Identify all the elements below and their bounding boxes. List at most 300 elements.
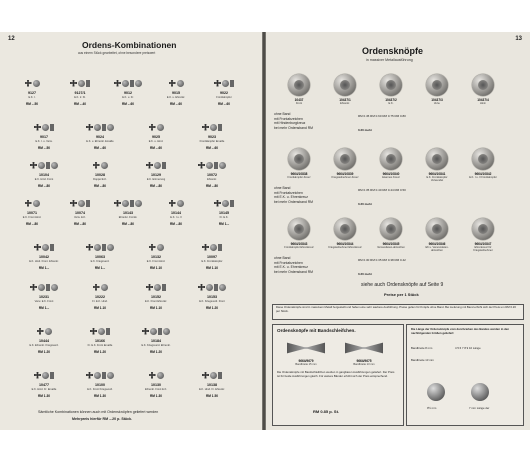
- medal-combination: [134, 158, 178, 192]
- box3-cap2: 7 mm Länge der: [469, 406, 490, 410]
- medal-description: Frontkämpfer Emaille: [199, 140, 225, 143]
- left-footer-line1: Sämtliche Kombinationen können auch mit Ordensknöpfen geliefert werden: [38, 410, 159, 414]
- medal-description: Fr. E.K.: [219, 216, 229, 219]
- medal-number: 10166: [95, 339, 105, 343]
- box2-item2-num: 9664/9675: [356, 359, 372, 363]
- medal-disc-icon: [78, 200, 85, 207]
- order-button-icon: [472, 148, 494, 170]
- medal-disc-icon: [150, 328, 157, 335]
- button-description: Ehrenkr.: [340, 102, 350, 105]
- medal-description: E.K. Kriegsverd.: [90, 260, 110, 263]
- box3-title: Die Länge der Ordensknöpfe vom durchziehen des Bandes werden in den nachfolgenden Größen geliefert:: [411, 327, 510, 335]
- medal-description: E.K. Front Hind.: [146, 260, 166, 263]
- medal-number: 10144: [171, 211, 181, 215]
- medal-disc-icon: [157, 124, 164, 131]
- ribbon-icon: [46, 162, 50, 169]
- button-number: 10437/2: [385, 98, 397, 102]
- medal-disc-icon: [51, 162, 58, 169]
- iron-cross-icon: [34, 244, 41, 251]
- medal-price: RM –.40: [73, 102, 87, 106]
- length-box: [406, 324, 524, 426]
- medal-description: E.K. Kriegsverd. Front: [199, 300, 225, 303]
- medal-price: RM 1.30: [149, 394, 163, 398]
- medal-icon: [18, 76, 46, 90]
- medal-disc-icon: [38, 162, 45, 169]
- medal-icon: [210, 196, 238, 210]
- order-button-icon: [380, 74, 402, 96]
- medal-description: E.K. I u. II: [170, 216, 182, 219]
- right-page: [266, 32, 530, 430]
- box2-item1-desc: Bandbreite 15 mm: [295, 363, 317, 366]
- medal-disc-icon: [98, 328, 105, 335]
- iron-cross-icon: [214, 200, 221, 207]
- medal-disc-icon: [33, 80, 40, 87]
- medal-combination: [190, 280, 234, 314]
- medal-combination: [78, 368, 122, 402]
- iron-cross-icon: [169, 80, 176, 87]
- button-emblem-icon: [478, 80, 488, 90]
- row-extra-price: 0.20 mehr: [358, 128, 373, 132]
- medal-description: Verw. E.K.: [74, 216, 86, 219]
- iron-cross-icon: [198, 162, 205, 169]
- iron-cross-icon: [70, 200, 77, 207]
- iron-cross-icon: [30, 284, 37, 291]
- right-subtitle: in massiver Metallausführung: [366, 58, 413, 62]
- medal-description: E.K. I. u. Verw.: [35, 140, 53, 143]
- medal-disc-icon: [107, 372, 114, 379]
- medal-number: 10222: [95, 295, 105, 299]
- medal-description: E.K. Front Ehrenkr.: [144, 300, 168, 303]
- iron-cross-icon: [114, 80, 121, 87]
- medal-number: 10444: [39, 339, 49, 343]
- button-number: 9664/10844: [336, 242, 354, 246]
- medal-disc-icon: [38, 284, 45, 291]
- medal-price: RM 1.10: [149, 266, 163, 270]
- medal-icon: [142, 368, 170, 382]
- medal-disc-icon: [122, 200, 129, 207]
- iron-cross-icon: [149, 244, 156, 251]
- medal-price: RM 1.10: [149, 306, 163, 310]
- medal-description: E.K. Erinnerung: [146, 178, 166, 181]
- medal-price: RM –.50: [37, 146, 51, 150]
- medal-description: E.K. 2. Kl.: [74, 96, 86, 99]
- button-emblem-icon: [294, 80, 304, 90]
- button-number: 9664/10840: [382, 172, 400, 176]
- medal-combination: [134, 120, 178, 154]
- medal-combination: [190, 158, 234, 192]
- button-emblem-icon: [340, 154, 350, 164]
- order-button-icon: [288, 218, 310, 240]
- medal-combination: [190, 120, 234, 154]
- medal-disc-icon: [101, 162, 108, 169]
- ribbon-icon: [230, 200, 234, 207]
- iron-cross-icon: [198, 284, 205, 291]
- medal-icon: [142, 324, 170, 338]
- iron-cross-icon: [114, 200, 121, 207]
- medal-combination: [58, 196, 102, 230]
- button-emblem-icon: [478, 154, 488, 164]
- left-subtitle: aus einem Stück gearbeitet, ohne besondere preiswert: [78, 51, 156, 55]
- order-button-icon: [288, 74, 310, 96]
- iron-cross-icon: [25, 200, 32, 207]
- ribbon-icon: [230, 80, 234, 87]
- ribbon-icon: [130, 200, 134, 207]
- medal-icon: [30, 280, 58, 294]
- medal-combination: [134, 280, 178, 314]
- medal-price: RM –.80: [73, 222, 87, 226]
- medal-icon: [162, 76, 190, 90]
- row-prices: RM 0.30 RM 0.35 RM 0.38 RM 0.42: [358, 258, 406, 262]
- box2-title: Ordensknöpfe mit Bandschleifchen.: [277, 328, 356, 333]
- order-button-icon: [472, 74, 494, 96]
- medal-price: RM 1.–: [94, 266, 106, 270]
- row-extra-price: 0.20 mehr: [358, 272, 373, 276]
- row-prices: RM 0.35 RM 0.40 RM 0.44 RM 0.50: [358, 188, 406, 192]
- button-description: E.K. Frontkämpfer Verwundet: [426, 176, 448, 182]
- medal-disc-icon: [42, 244, 49, 251]
- medal-combination: [190, 240, 234, 274]
- iron-cross-icon: [25, 80, 32, 87]
- iron-cross-icon: [86, 372, 93, 379]
- medal-combination: [190, 368, 234, 402]
- medal-combination: [10, 196, 54, 230]
- order-button-icon: [426, 218, 448, 240]
- ribbon-icon: [46, 284, 50, 291]
- medal-description: Verw. E.K. Front: [34, 300, 54, 303]
- medal-disc-icon: [42, 124, 49, 131]
- medal-price: RM 1.20: [149, 350, 163, 354]
- medal-number: 10129: [151, 173, 161, 177]
- order-button-icon: [334, 74, 356, 96]
- ribbon-icon: [162, 162, 166, 169]
- button-number: 9664/10838: [290, 172, 308, 176]
- medal-number: 10184: [151, 339, 161, 343]
- medal-disc-icon: [107, 124, 114, 131]
- iron-cross-icon: [86, 124, 93, 131]
- medal-description: Fr. E.K. Hind.: [92, 300, 108, 303]
- box2-item2-desc: Bandbreite 13 mm: [353, 363, 375, 366]
- medal-number: 10231: [39, 295, 49, 299]
- medal-combination: [154, 196, 198, 230]
- medal-combination: [22, 120, 66, 154]
- medal-price: RM –.80: [37, 184, 51, 188]
- medal-disc-icon: [219, 284, 226, 291]
- row-extra-price: 0.20 mehr: [358, 202, 373, 206]
- medal-disc-icon: [33, 200, 40, 207]
- medal-description: E.K. u. Ehrenkr. Emaille: [86, 140, 114, 143]
- ribbon-button-2: [345, 339, 383, 357]
- ribbon-icon: [86, 80, 90, 87]
- button-number: 9664/10839: [336, 172, 354, 176]
- medal-icon: [30, 324, 58, 338]
- button-emblem-icon: [478, 224, 488, 234]
- medal-description: E.K. Front Kriegsverd.: [87, 388, 113, 391]
- iron-cross-icon: [146, 162, 153, 169]
- box2-price: RM 0.85 p. St.: [313, 409, 340, 414]
- medal-disc-icon: [154, 284, 161, 291]
- medal-description: Doppel E.K.: [93, 178, 107, 181]
- ribbon-icon: [214, 162, 218, 169]
- button-number: 9664/10845: [382, 242, 400, 246]
- medal-number: 10145: [219, 211, 229, 215]
- medal-disc-icon: [157, 372, 164, 379]
- medal-icon: [198, 120, 226, 134]
- ribbon-icon: [50, 244, 54, 251]
- medal-price: RM 1.–: [218, 222, 230, 226]
- button-emblem-icon: [432, 154, 442, 164]
- row-prices: RM 0.45 RM 0.60 RM 0.75 RM 0.80: [358, 114, 406, 118]
- ribbon-icon: [218, 372, 222, 379]
- medal-number: 10074: [75, 211, 85, 215]
- medal-icon: [86, 280, 114, 294]
- button-emblem-icon: [386, 154, 396, 164]
- medal-combination: [202, 196, 246, 230]
- medal-disc-icon: [219, 162, 226, 169]
- medal-price: RM –.60: [169, 102, 183, 106]
- medal-description: E.K. Hind. Front. Ehrenkr.: [29, 260, 59, 263]
- medal-icon: [142, 158, 170, 172]
- iron-cross-icon: [146, 284, 153, 291]
- medal-combination: [22, 368, 66, 402]
- order-button-icon: [288, 148, 310, 170]
- medal-disc-icon: [210, 124, 217, 131]
- left-page-number: 12: [8, 36, 15, 42]
- medal-price: RM –.80: [93, 184, 107, 188]
- medal-number: 10028: [95, 173, 105, 177]
- medal-number: 10104: [39, 173, 49, 177]
- medal-number: 9025: [152, 135, 160, 139]
- ribbon-icon: [130, 80, 134, 87]
- button-description: Kriegsteilnehmer-Kreuz: [331, 176, 359, 179]
- button-emblem-icon: [294, 224, 304, 234]
- button-number: 9664/10847: [474, 242, 492, 246]
- medal-disc-icon: [210, 244, 217, 251]
- button-number: 9664/10846: [428, 242, 446, 246]
- order-button-icon: [380, 148, 402, 170]
- medal-disc-icon: [135, 80, 142, 87]
- button-number: 10437: [294, 98, 304, 102]
- medal-number: 9015: [172, 91, 180, 95]
- medal-price: RM 1.20: [37, 350, 51, 354]
- box3-line2: Bandbreite 13 mm: [411, 358, 434, 362]
- button-description: E.K. I u. II Frontkämpfer: [469, 176, 497, 179]
- row-price-label: ohne Band mit Frontabzeichen mit E.K. u. Ehrenkreuz bei mehr Ordensband RM: [274, 256, 314, 274]
- medal-combination: [106, 76, 150, 110]
- medal-disc-icon: [94, 372, 101, 379]
- iron-cross-icon: [149, 124, 156, 131]
- medal-disc-icon: [101, 284, 108, 291]
- medal-price: RM 1.30: [93, 394, 107, 398]
- medal-combination: [78, 280, 122, 314]
- medal-description: E.K. Kriegsverd. Ehrenkr.: [141, 344, 171, 347]
- iron-cross-icon: [202, 244, 209, 251]
- left-page: [0, 32, 262, 430]
- button-number: 9664/10841: [428, 172, 446, 176]
- medal-icon: [142, 280, 170, 294]
- ribbon-icon: [162, 284, 166, 291]
- medal-description: E.K. Front Hind.: [22, 216, 42, 219]
- order-button-icon: [472, 218, 494, 240]
- button-description: Hind.: [479, 102, 487, 105]
- medal-icon: [66, 76, 94, 90]
- medal-icon: [198, 158, 226, 172]
- bandschleifchen-box: [272, 324, 404, 426]
- order-button-icon: [334, 148, 356, 170]
- medal-icon: [198, 368, 226, 382]
- medal-combination: [202, 76, 246, 110]
- medal-icon: [30, 158, 58, 172]
- box3-sizes: 4 5 6 7 8 9 10 Länge: [455, 346, 481, 350]
- medal-combination: [10, 76, 54, 110]
- medal-number: 10130: [151, 383, 161, 387]
- medal-price: RM –.50: [25, 102, 39, 106]
- button-description: Ehrenkreuz für Kriegsteilnehmer: [473, 246, 493, 252]
- right-title: Ordensknöpfe: [362, 46, 424, 56]
- medal-price: RM –.80: [205, 184, 219, 188]
- order-button-icon: [426, 74, 448, 96]
- medal-price: RM 1.10: [93, 306, 107, 310]
- medal-description: Ehrenkr.: [207, 178, 217, 181]
- medal-disc-icon: [206, 162, 213, 169]
- ribbon-icon: [102, 124, 106, 131]
- medal-disc-icon: [135, 200, 142, 207]
- medal-icon: [30, 120, 58, 134]
- button-description: Frontkämpfer-Kreuz: [287, 176, 311, 179]
- medal-combination: [134, 240, 178, 274]
- medal-number: 10071: [27, 211, 37, 215]
- length-button-2: [471, 383, 489, 401]
- button-description: EK u. Verwundeten-abzeichen: [425, 246, 449, 252]
- medal-number: 10072: [207, 173, 217, 177]
- medal-disc-icon: [222, 80, 229, 87]
- medal-icon: [86, 324, 114, 338]
- medal-icon: [86, 120, 114, 134]
- medal-icon: [142, 120, 170, 134]
- medal-number: 10097: [207, 255, 217, 259]
- ribbon-icon: [106, 328, 110, 335]
- medal-icon: [114, 196, 142, 210]
- medal-icon: [30, 240, 58, 254]
- button-description: Eisernes Kreuz: [382, 176, 400, 179]
- button-description: E.K.: [388, 102, 394, 105]
- medal-disc-icon: [51, 284, 58, 291]
- iron-cross-icon: [93, 162, 100, 169]
- length-button-1: [427, 383, 445, 401]
- notice-text: Diese Ordensknöpfe sind in massivem Metall hergestellt und haben eine sehr saubere Ausführung. Preise gelten für Knöpfe ohne Band. Bei Lieferung mit Band erhöht sich der Preis um RM 0.20 per Stück.: [276, 305, 516, 313]
- medal-price: RM 1.30: [37, 394, 51, 398]
- medal-disc-icon: [94, 244, 101, 251]
- ribbon-icon: [102, 244, 106, 251]
- order-button-icon: [380, 218, 402, 240]
- medal-price: RM –.60: [205, 146, 219, 150]
- medal-disc-icon: [177, 200, 184, 207]
- medal-icon: [18, 196, 46, 210]
- medal-description: E.K. Ehrenkr. Kriegsverd.: [29, 344, 59, 347]
- medal-price: RM 1.–: [38, 266, 50, 270]
- button-number: 10437/1: [339, 98, 351, 102]
- medal-icon: [210, 76, 238, 90]
- see-also: siehe auch Ordensknöpfe auf Seite 9: [361, 282, 444, 288]
- iron-cross-icon: [34, 372, 41, 379]
- medal-price: RM 1.10: [205, 266, 219, 270]
- medal-description: E.K. Hind. Fr. Ehrenkr.: [199, 388, 225, 391]
- button-emblem-icon: [340, 224, 350, 234]
- iron-cross-icon: [169, 200, 176, 207]
- medal-price: RM –.60: [217, 102, 231, 106]
- medal-description: E.K. Hind. Fr. Emaille: [31, 388, 57, 391]
- button-number: 9664/10843: [290, 242, 308, 246]
- medal-description: E.K. u. Ehrenkr.: [166, 96, 186, 99]
- medal-price: RM –.80: [169, 222, 183, 226]
- ribbon-icon: [50, 372, 54, 379]
- medal-icon: [142, 240, 170, 254]
- medal-disc-icon: [177, 80, 184, 87]
- medal-combination: [106, 196, 150, 230]
- medal-disc-icon: [210, 372, 217, 379]
- medal-combination: [134, 324, 178, 358]
- ribbon-icon: [158, 328, 162, 335]
- button-description: Verwundeten-abzeichen: [377, 246, 405, 249]
- box2-item1-num: 9664/9679: [298, 359, 314, 363]
- button-emblem-icon: [432, 80, 442, 90]
- ribbon-icon: [50, 124, 54, 131]
- medal-combination: [58, 76, 102, 110]
- medal-disc-icon: [163, 328, 170, 335]
- button-emblem-icon: [294, 154, 304, 164]
- iron-cross-icon: [93, 284, 100, 291]
- iron-cross-icon: [202, 124, 209, 131]
- button-emblem-icon: [386, 224, 396, 234]
- medal-description: Fr. E.K. Front Emaille: [87, 344, 113, 347]
- button-emblem-icon: [386, 80, 396, 90]
- medal-icon: [66, 196, 94, 210]
- medal-icon: [198, 240, 226, 254]
- medal-combination: [78, 120, 122, 154]
- medal-disc-icon: [42, 372, 49, 379]
- medal-icon: [86, 158, 114, 172]
- medal-price: RM 1.20: [93, 350, 107, 354]
- order-button-icon: [334, 218, 356, 240]
- medal-disc-icon: [107, 244, 114, 251]
- iron-cross-icon: [214, 80, 221, 87]
- price-note: Preise per 1 Stück: [384, 292, 419, 297]
- medal-combination: [134, 368, 178, 402]
- iron-cross-icon: [142, 328, 149, 335]
- medal-combination: [22, 158, 66, 192]
- ribbon-icon: [102, 372, 106, 379]
- iron-cross-icon: [34, 124, 41, 131]
- medal-number: 9017: [40, 135, 48, 139]
- medal-combination: [22, 280, 66, 314]
- medal-number: 9012: [124, 91, 132, 95]
- box2-text: Die Ordensknöpfe mit Bandschleifchen werden in gangbaren Ausführungen geliefert. Der Preis ist für beide Ausführungen gleich. Für weitere Bänder erhöht sich der Preis entsprechend.: [277, 370, 395, 378]
- medal-description: E.K. u. Fr.: [122, 96, 134, 99]
- notice-box: [272, 304, 524, 320]
- ribbon-icon: [86, 200, 90, 207]
- left-title: Ordens-Kombinationen: [82, 40, 177, 50]
- button-description: Frontkämpfer Ehrenkreuz: [284, 246, 314, 249]
- medal-description: E.K. I.: [28, 96, 36, 99]
- medal-disc-icon: [45, 328, 52, 335]
- button-emblem-icon: [432, 224, 442, 234]
- iron-cross-icon: [86, 244, 93, 251]
- row-price-label: ohne Band mit Frontabzeichen mit Hindenburgkreuz bei mehr Ordensband RM: [274, 112, 314, 130]
- medal-price: RM –.80: [149, 184, 163, 188]
- medal-combination: [78, 240, 122, 274]
- medal-combination: [154, 76, 198, 110]
- iron-cross-icon: [202, 372, 209, 379]
- medal-combination: [22, 324, 66, 358]
